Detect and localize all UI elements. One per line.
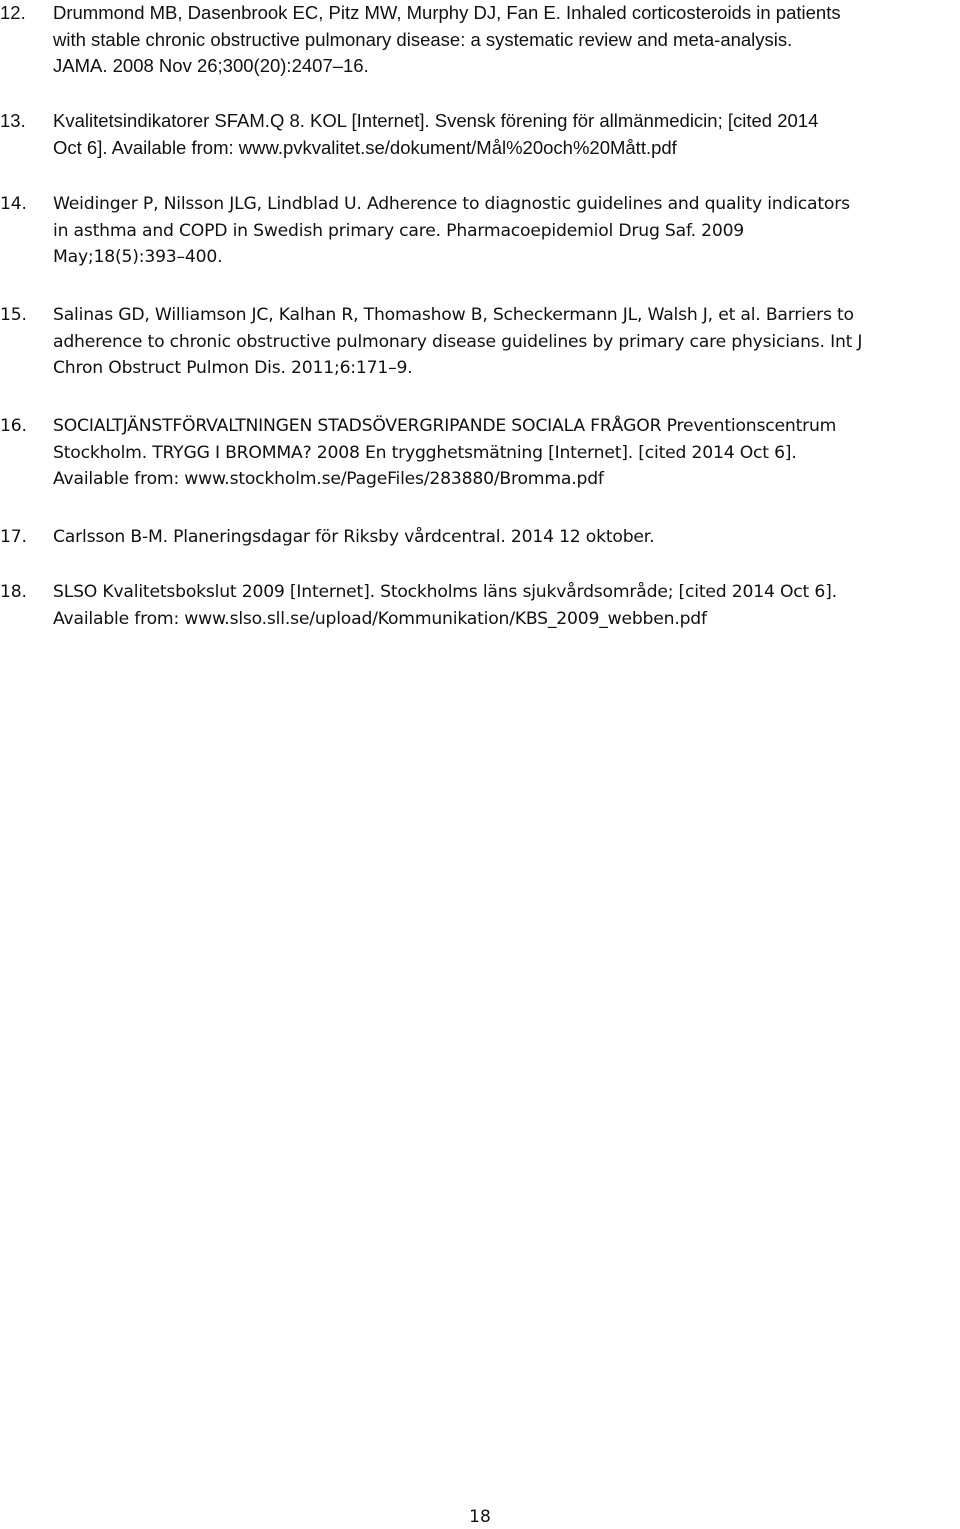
reference-line: in asthma and COPD in Swedish primary care. Pharmacoepidemiol Drug Saf. 2009 [53,220,745,241]
reference-number: 17. [0,527,27,547]
reference-number: 18. [0,582,27,602]
reference-number: 13. [0,110,26,131]
reference-text [53,302,958,382]
reference-line: Carlsson B-M. Planeringsdagar för Riksby vårdcentral. 2014 12 oktober. [53,527,655,547]
reference-text [53,0,958,80]
reference-line: Available from: www.slso.sll.se/upload/Kommunikation/KBS_2009_webben.pdf [53,608,707,629]
reference-line: Weidinger P, Nilsson JLG, Lindblad U. Adherence to diagnostic guidelines and quality indicators [53,194,850,214]
reference-number: 16. [0,416,27,436]
reference-line: SOCIALTJÄNSTFÖRVALTNINGEN STADSÖVERGRIPANDE SOCIALA FRÅGOR Preventionscentrum [53,416,837,436]
reference-text [53,579,958,632]
reference-line: Drummond MB, Dasenbrook EC, Pitz MW, Murphy DJ, Fan E. Inhaled corticosteroids in patients [53,2,841,23]
reference-text [53,413,958,493]
reference-number: 12. [0,2,26,23]
reference-line: Available from: www.stockholm.se/PageFiles/283880/Bromma.pdf [53,469,604,489]
reference-line: Kvalitetsindikatorer SFAM.Q 8. KOL [Internet]. Svensk förening för allmänmedicin; [cited 2014 [53,110,819,131]
reference-line: JAMA. 2008 Nov 26;300(20):2407–16. [53,55,369,76]
reference-text [53,108,958,161]
reference-line: adherence to chronic obstructive pulmonary disease guidelines by primary care physicians. Int J [53,331,863,352]
reference-line: Chron Obstruct Pulmon Dis. 2011;6:171–9. [53,358,413,378]
reference-number: 14. [0,194,27,214]
reference-line: Stockholm. TRYGG I BROMMA? 2008 En trygghetsmätning [Internet]. [cited 2014 Oct 6]. [53,442,797,463]
reference-line: SLSO Kvalitetsbokslut 2009 [Internet]. Stockholms läns sjukvårdsområde; [cited 2014 Oct 6]. [53,582,837,602]
reference-line: Oct 6]. Available from: www.pvkvalitet.se/dokument/Mål%20och%20Mått.pdf [53,136,677,158]
reference-line: Salinas GD, Williamson JC, Kalhan R, Thomashow B, Scheckermann JL, Walsh J, et al. Barriers to [53,305,854,325]
reference-text [53,524,958,551]
reference-number: 15. [0,305,27,325]
reference-text [53,191,958,271]
page-number: 18 [469,1507,491,1527]
reference-line: with stable chronic obstructive pulmonary disease: a systematic review and meta-analysis. [53,28,793,50]
reference-line: May;18(5):393–400. [53,247,223,267]
